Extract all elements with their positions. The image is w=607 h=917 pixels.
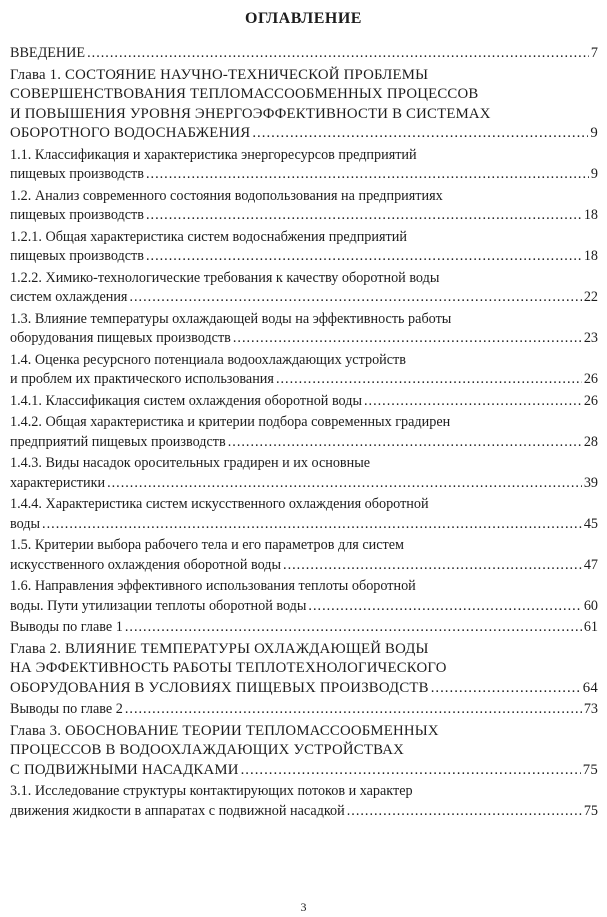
toc-entry-text-line: 1.6. Направления эффективного использования теплоты оборотной <box>10 578 416 594</box>
toc-entry-text-line: пищевых производств <box>10 166 144 182</box>
toc-entry[interactable] <box>10 66 598 144</box>
toc-page-number: 28 <box>583 433 598 450</box>
dot-leader <box>283 556 582 576</box>
toc-entry-text-line: Глава 2. ВЛИЯНИЕ ТЕМПЕРАТУРЫ ОХЛАЖДАЮЩЕЙ ВОДЫ <box>10 640 429 657</box>
toc-entry-text-line: воды <box>10 515 41 532</box>
toc-entry-text-line: 1.4.1. Классификация систем охлаждения оборотной воды <box>10 392 362 409</box>
toc-page-number: 75 <box>583 802 598 819</box>
toc-page-number: 9 <box>590 166 598 182</box>
toc-entry[interactable] <box>10 618 598 638</box>
toc-entry-text-line: 1.4.2. Общая характеристика и критерии подбора современных градирен <box>10 414 451 430</box>
dot-leader <box>276 370 582 390</box>
toc-entry-text-line: ОБОРУДОВАНИЯ В УСЛОВИЯХ ПИЩЕВЫХ ПРОИЗВОДСТВ <box>10 679 429 696</box>
toc-entry-text-line: И ПОВЫШЕНИЯ УРОВНЯ ЭНЕРГОЭФФЕКТИВНОСТИ В СИСТЕМАХ <box>10 105 491 122</box>
dot-leader <box>308 597 581 617</box>
toc-entry-text-line: характеристики <box>10 474 106 491</box>
toc-entry-text-line: ПРОЦЕССОВ В ВОДООХЛАЖДАЮЩИХ УСТРОЙСТВАХ <box>10 742 405 758</box>
toc-entry[interactable] <box>10 722 598 781</box>
toc-entry[interactable] <box>10 392 598 412</box>
dot-leader <box>347 802 582 822</box>
toc-page-number: 26 <box>583 392 598 409</box>
toc-entry-text-line: СОВЕРШЕНСТВОВАНИЯ ТЕПЛОМАССООБМЕННЫХ ПРОЦЕССОВ <box>10 86 479 102</box>
dot-leader <box>228 433 582 453</box>
toc-entry-text-line: воды. Пути утилизации теплоты оборотной воды <box>10 597 307 614</box>
dot-leader <box>129 288 581 308</box>
toc-entry-text-line: оборудования пищевых производств <box>10 330 231 346</box>
toc-entry-text-line: пищевых производств <box>10 207 144 223</box>
toc-title: ОГЛАВЛЕНИЕ <box>245 10 362 27</box>
toc-page-number: 60 <box>583 597 598 614</box>
toc-page-number: 18 <box>583 248 598 264</box>
dot-leader <box>431 679 581 699</box>
toc-entry-text-line: 1.3. Влияние температуры охлаждающей воды на эффективность работы <box>10 310 452 327</box>
toc-entry[interactable] <box>10 351 598 390</box>
toc-entry[interactable] <box>10 640 598 699</box>
dot-leader <box>252 124 588 144</box>
toc-page-number: 7 <box>590 45 598 61</box>
toc-entry-text-line: 1.4. Оценка ресурсного потенциала водоохлаждающих устройств <box>10 351 406 368</box>
toc-entry-text-line: С ПОДВИЖНЫМИ НАСАДКАМИ <box>10 761 239 778</box>
toc-entry-text-line: Выводы по главе 1 <box>10 619 123 635</box>
dot-leader <box>241 761 581 781</box>
toc-entry-text-line: 1.2.1. Общая характеристика систем водоснабжения предприятий <box>10 228 407 245</box>
toc-entry[interactable] <box>10 536 598 575</box>
toc-entry-text-line: систем охлаждения <box>10 289 128 305</box>
page-number: 3 <box>300 900 307 914</box>
toc-page-number: 9 <box>590 125 598 141</box>
dot-leader <box>107 474 582 494</box>
toc-entry-text-line: Глава 3. ОБОСНОВАНИЕ ТЕОРИИ ТЕПЛОМАССООБМЕННЫХ <box>10 722 439 739</box>
toc-entry-text-line: НА ЭФФЕКТИВНОСТЬ РАБОТЫ ТЕПЛОТЕХНОЛОГИЧЕСКОГО <box>10 660 447 676</box>
toc-entry-text-line: Выводы по главе 2 <box>10 701 123 717</box>
toc-page-number: 61 <box>583 619 598 635</box>
toc-entry[interactable] <box>10 310 598 349</box>
toc-page-number: 73 <box>583 701 598 717</box>
toc-entry[interactable] <box>10 577 598 616</box>
toc-entry[interactable] <box>10 413 598 452</box>
toc-entry[interactable] <box>10 187 598 226</box>
toc-entry-text-line: 1.2. Анализ современного состояния водопользования на предприятиях <box>10 187 443 204</box>
toc-entry[interactable] <box>10 269 598 308</box>
dot-leader <box>364 392 582 412</box>
toc-entry-text-line: 1.1. Классификация и характеристика энергоресурсов предприятий <box>10 146 417 163</box>
toc-entry[interactable] <box>10 228 598 267</box>
toc-entry-text-line: ВВЕДЕНИЕ <box>10 45 86 61</box>
toc-entry-text-line: Глава 1. СОСТОЯНИЕ НАУЧНО-ТЕХНИЧЕСКОЙ ПРОБЛЕМЫ <box>10 66 429 83</box>
toc-entry[interactable] <box>10 146 598 185</box>
toc-page-number: 22 <box>583 289 598 305</box>
toc-entry-text-line: 1.2.2. Химико-технологические требования к качеству оборотной воды <box>10 269 440 286</box>
toc-page-number: 18 <box>583 207 598 223</box>
table-of-contents <box>10 44 598 823</box>
toc-entry[interactable] <box>10 495 598 534</box>
dot-leader <box>233 329 582 349</box>
toc-page-number: 75 <box>582 761 598 778</box>
toc-entry-text-line: и проблем их практического использования <box>10 371 274 387</box>
toc-entry[interactable] <box>10 454 598 493</box>
toc-page-number: 64 <box>582 679 598 696</box>
toc-entry[interactable] <box>10 700 598 720</box>
toc-page-number: 26 <box>583 371 598 387</box>
toc-entry-text-line: 1.5. Критерии выбора рабочего тела и его параметров для систем <box>10 537 405 553</box>
dot-leader <box>146 165 589 185</box>
toc-entry-text-line: 1.4.4. Характеристика систем искусственного охлаждения оборотной <box>10 496 429 512</box>
toc-entry-text-line: движения жидкости в аппаратах с подвижной насадкой <box>10 802 345 819</box>
toc-entry[interactable] <box>10 44 598 64</box>
dot-leader <box>125 700 582 720</box>
toc-entry-text-line: пищевых производств <box>10 248 144 264</box>
dot-leader <box>87 44 589 64</box>
toc-entry[interactable] <box>10 782 598 821</box>
toc-entry-text-line: предприятий пищевых производств <box>10 433 226 450</box>
toc-entry-text-line: 3.1. Исследование структуры контактирующих потоков и характер <box>10 783 413 799</box>
toc-entry-text-line: ОБОРОТНОГО ВОДОСНАБЖЕНИЯ <box>10 125 251 141</box>
toc-entry-text-line: 1.4.3. Виды насадок оросительных градирен и их основные <box>10 455 371 471</box>
dot-leader <box>42 515 582 535</box>
toc-page-number: 47 <box>583 556 598 573</box>
toc-page-number: 39 <box>583 474 598 491</box>
toc-entry-text-line: искусственного охлаждения оборотной воды <box>10 556 282 573</box>
toc-page-number: 45 <box>583 515 598 532</box>
dot-leader <box>125 618 582 638</box>
dot-leader <box>146 247 582 267</box>
toc-page-number: 23 <box>583 330 598 346</box>
dot-leader <box>146 206 582 226</box>
